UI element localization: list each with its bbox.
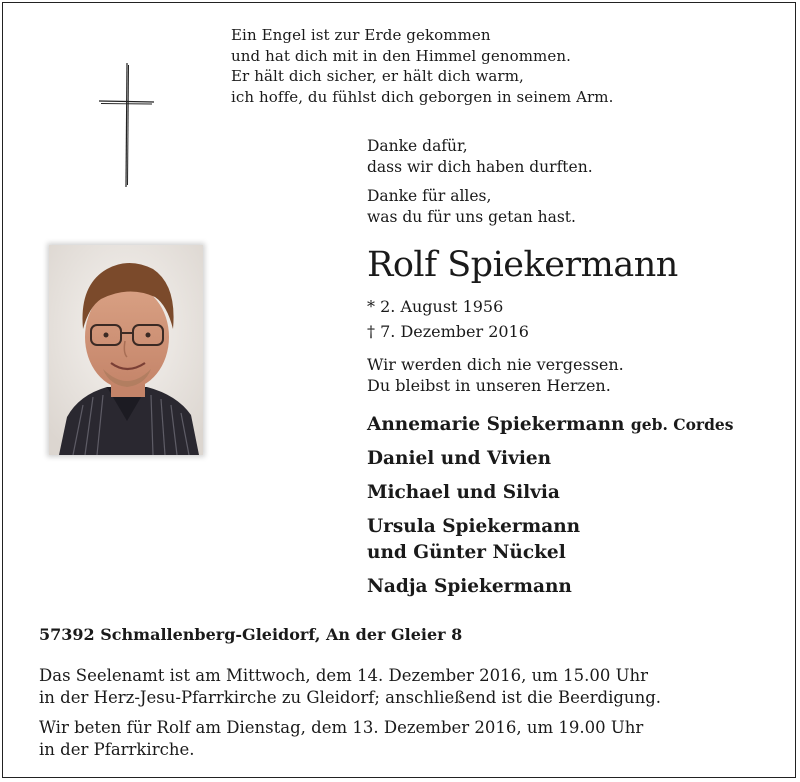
death-date: † 7. Dezember 2016 xyxy=(367,322,529,341)
family-entry xyxy=(367,514,734,566)
remembrance-text xyxy=(367,354,624,396)
family-member-name: und Günter Nückel xyxy=(367,542,566,563)
service-info xyxy=(39,665,779,769)
thanks-line: was du für uns getan hast. xyxy=(367,208,576,226)
portrait-photo xyxy=(49,245,203,455)
cross-icon xyxy=(99,63,155,189)
prayer-info xyxy=(39,717,779,761)
thanks-line: Danke für alles, xyxy=(367,187,492,205)
family-member-name: Annemarie Spiekermann xyxy=(367,414,625,435)
thanks-block xyxy=(367,136,593,178)
service-line: Das Seelenamt ist am Mittwoch, dem 14. Dezember 2016, um 15.00 Uhr xyxy=(39,666,648,685)
remembrance-line: Du bleibst in unseren Herzen. xyxy=(367,376,611,395)
family-entry: Michael und Silvia xyxy=(367,482,560,503)
family-member-name: Ursula Spiekermann xyxy=(367,516,581,537)
obituary-frame xyxy=(2,2,796,778)
funeral-mass-info xyxy=(39,665,779,709)
service-line: in der Herz-Jesu-Pfarrkirche zu Gleidorf; anschließend ist die Beerdigung. xyxy=(39,688,661,707)
deceased-name: Rolf Spiekermann xyxy=(367,245,678,285)
thanks-block xyxy=(367,186,593,228)
service-line: Wir beten für Rolf am Dienstag, dem 13. Dezember 2016, um 19.00 Uhr xyxy=(39,718,644,737)
thanks-line: dass wir dich haben durften. xyxy=(367,158,593,176)
family-entry: Nadja Spiekermann xyxy=(367,576,572,597)
poem xyxy=(231,25,613,107)
poem-line: und hat dich mit in den Himmel genommen. xyxy=(231,46,571,65)
service-line: in der Pfarrkirche. xyxy=(39,740,195,759)
maiden-name: geb. Cordes xyxy=(630,415,734,434)
family-entry: Daniel und Vivien xyxy=(367,448,552,469)
poem-line: ich hoffe, du fühlst dich geborgen in seinem Arm. xyxy=(231,87,614,106)
poem-line: Ein Engel ist zur Erde gekommen xyxy=(231,26,491,44)
thanks-text xyxy=(367,136,593,236)
family-list xyxy=(367,412,734,608)
family-address: 57392 Schmallenberg-Gleidorf, An der Gleier 8 xyxy=(39,625,463,644)
birth-date: * 2. August 1956 xyxy=(367,297,504,316)
remembrance-line: Wir werden dich nie vergessen. xyxy=(367,355,624,374)
thanks-line: Danke dafür, xyxy=(367,137,468,155)
life-dates xyxy=(367,294,529,344)
family-entry xyxy=(367,412,734,438)
poem-line: Er hält dich sicher, er hält dich warm, xyxy=(231,67,524,85)
